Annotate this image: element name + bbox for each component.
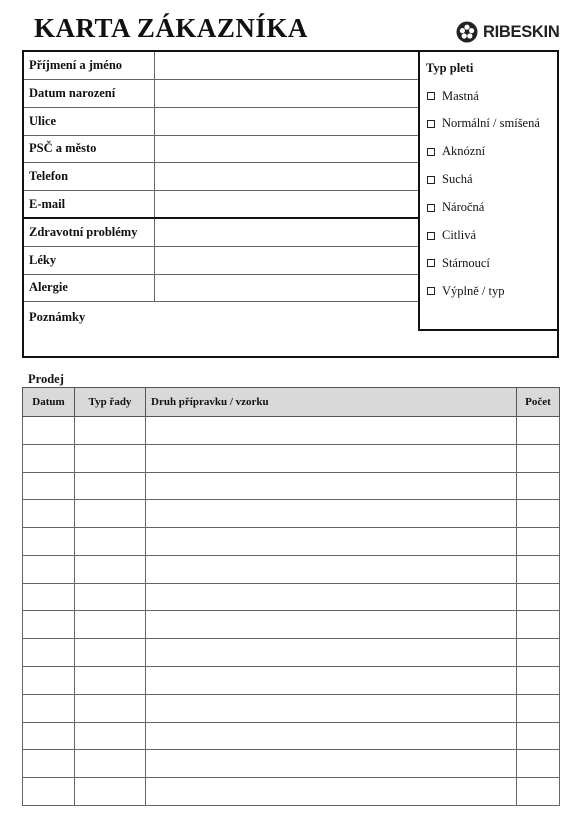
table-cell[interactable] (23, 722, 75, 750)
field-row (24, 163, 418, 191)
skin-type-option-label: Výplně / typ (442, 283, 505, 298)
table-row (23, 528, 560, 556)
table-cell[interactable] (75, 611, 146, 639)
table-cell[interactable] (23, 417, 75, 445)
field-value-input[interactable] (154, 274, 418, 301)
field-label: Příjmení a jméno (29, 58, 123, 72)
field-row (24, 52, 418, 80)
table-cell[interactable] (517, 694, 560, 722)
field-value-input[interactable] (154, 108, 418, 135)
col-header-product: Druh přípravku / vzorku (146, 388, 517, 417)
field-value-input[interactable] (154, 163, 418, 190)
table-cell[interactable] (23, 472, 75, 500)
skin-type-option[interactable] (427, 116, 540, 132)
table-cell[interactable] (75, 722, 146, 750)
field-row (24, 191, 418, 219)
table-cell[interactable] (75, 750, 146, 778)
field-row (24, 135, 418, 163)
skin-type-option-label: Náročná (442, 200, 485, 215)
table-row (23, 500, 560, 528)
table-cell[interactable] (146, 778, 517, 806)
field-label: Ulice (29, 113, 57, 128)
table-cell[interactable] (517, 444, 560, 472)
table-cell[interactable] (146, 500, 517, 528)
table-cell[interactable] (23, 667, 75, 695)
skin-type-option[interactable] (427, 144, 485, 160)
checkbox-icon[interactable] (427, 92, 435, 100)
table-cell[interactable] (75, 500, 146, 528)
skin-type-title: Typ pleti (426, 61, 474, 75)
field-value-input[interactable] (154, 52, 418, 79)
table-cell[interactable] (23, 639, 75, 667)
field-row (24, 247, 418, 275)
table-cell[interactable] (517, 778, 560, 806)
table-cell[interactable] (23, 694, 75, 722)
table-cell[interactable] (146, 528, 517, 556)
table-row (23, 750, 560, 778)
checkbox-icon[interactable] (427, 204, 435, 212)
checkbox-icon[interactable] (427, 148, 435, 156)
table-cell[interactable] (517, 611, 560, 639)
table-row (23, 722, 560, 750)
table-cell[interactable] (146, 694, 517, 722)
table-cell[interactable] (75, 583, 146, 611)
table-cell[interactable] (146, 750, 517, 778)
table-cell[interactable] (517, 583, 560, 611)
table-cell[interactable] (23, 555, 75, 583)
table-cell[interactable] (146, 667, 517, 695)
table-row (23, 417, 560, 445)
table-cell[interactable] (146, 583, 517, 611)
col-header-date: Datum (23, 388, 75, 417)
table-row (23, 472, 560, 500)
field-row (24, 219, 418, 247)
table-cell[interactable] (75, 417, 146, 445)
table-cell[interactable] (517, 472, 560, 500)
table-cell[interactable] (517, 667, 560, 695)
skin-type-option[interactable] (427, 255, 490, 271)
table-cell[interactable] (75, 444, 146, 472)
col-header-series: Typ řady (75, 388, 146, 417)
table-cell[interactable] (23, 583, 75, 611)
page-title: KARTA ZÁKAZNÍKA (34, 13, 308, 43)
table-cell[interactable] (23, 444, 75, 472)
field-label: Zdravotní problémy (29, 224, 138, 239)
table-cell[interactable] (517, 722, 560, 750)
field-label: Datum narození (29, 85, 116, 100)
table-row (23, 694, 560, 722)
table-row (23, 583, 560, 611)
sales-label: Prodej (28, 372, 64, 386)
table-cell[interactable] (75, 667, 146, 695)
table-cell[interactable] (146, 722, 517, 750)
skin-type-option[interactable] (427, 172, 473, 188)
field-row (24, 80, 418, 108)
table-cell[interactable] (146, 611, 517, 639)
table-row (23, 611, 560, 639)
table-cell[interactable] (75, 472, 146, 500)
skin-type-option-label: Stárnoucí (442, 255, 490, 270)
checkbox-icon[interactable] (427, 120, 435, 128)
field-value-input[interactable] (154, 219, 418, 246)
table-cell[interactable] (146, 555, 517, 583)
field-label: Alergie (29, 280, 68, 295)
brand-logo (456, 20, 559, 44)
skin-type-option[interactable] (427, 228, 476, 244)
skin-type-option[interactable] (427, 200, 484, 216)
table-row (23, 555, 560, 583)
table-cell[interactable] (23, 778, 75, 806)
table-cell[interactable] (23, 528, 75, 556)
notes-label: Poznámky (29, 310, 86, 324)
table-cell[interactable] (23, 750, 75, 778)
table-cell[interactable] (517, 417, 560, 445)
checkbox-icon[interactable] (427, 232, 435, 240)
table-cell[interactable] (517, 750, 560, 778)
brand-name: RIBESKIN (483, 22, 560, 41)
skin-type-option-label: Mastná (442, 88, 479, 103)
field-value-input[interactable] (154, 191, 418, 217)
table-row (23, 667, 560, 695)
table-cell[interactable] (146, 444, 517, 472)
field-value-input[interactable] (154, 135, 418, 162)
customer-card (22, 50, 559, 358)
checkbox-icon[interactable] (427, 176, 435, 184)
table-cell[interactable] (517, 528, 560, 556)
field-label: PSČ a město (29, 141, 97, 156)
skin-type-option-label: Aknózní (442, 144, 486, 159)
table-cell[interactable] (75, 694, 146, 722)
table-row (23, 778, 560, 806)
skin-type-option-label: Normální / smíšená (442, 116, 540, 131)
field-label: E-mail (29, 197, 66, 211)
table-cell[interactable] (517, 500, 560, 528)
checkbox-icon[interactable] (427, 259, 435, 267)
table-cell[interactable] (75, 778, 146, 806)
sales-table (22, 387, 560, 806)
skin-type-option-label: Suchá (442, 172, 473, 187)
skin-type-option[interactable] (427, 88, 479, 104)
table-cell[interactable] (23, 500, 75, 528)
field-label: Telefon (29, 169, 69, 184)
skin-type-option[interactable] (427, 283, 505, 299)
table-cell[interactable] (75, 555, 146, 583)
table-cell[interactable] (23, 611, 75, 639)
col-header-count: Počet (517, 388, 560, 417)
field-label: Léky (29, 252, 57, 267)
ribeskin-logo-icon (456, 21, 478, 43)
table-row (23, 444, 560, 472)
field-row (24, 274, 418, 302)
table-cell[interactable] (517, 555, 560, 583)
table-row (23, 639, 560, 667)
table-cell[interactable] (146, 417, 517, 445)
skin-type-option-label: Citlivá (442, 228, 477, 242)
field-row (24, 108, 418, 136)
table-cell[interactable] (146, 639, 517, 667)
table-cell[interactable] (75, 639, 146, 667)
sales-header-row (23, 388, 560, 417)
field-value-input[interactable] (154, 80, 418, 107)
field-value-input[interactable] (154, 247, 418, 274)
table-cell[interactable] (75, 528, 146, 556)
skin-type-panel (418, 52, 559, 331)
table-cell[interactable] (146, 472, 517, 500)
table-cell[interactable] (517, 639, 560, 667)
checkbox-icon[interactable] (427, 287, 435, 295)
